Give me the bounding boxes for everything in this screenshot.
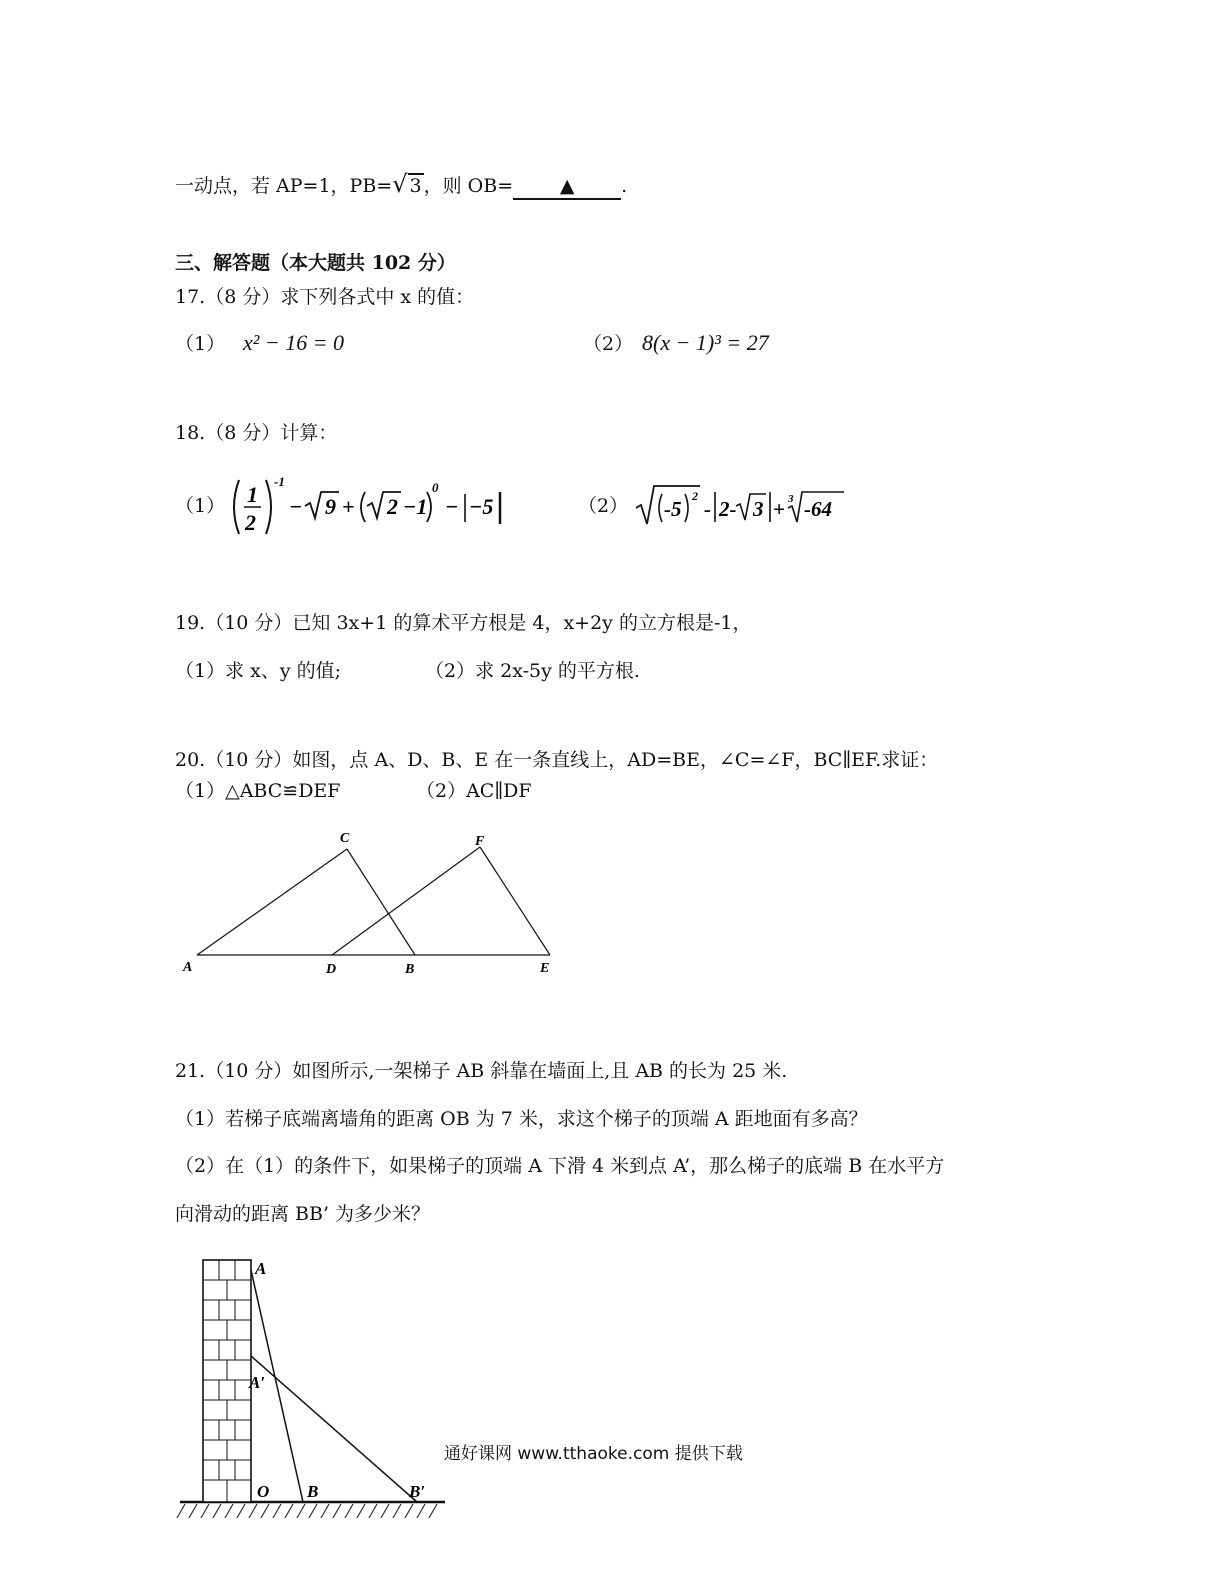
radicand: 3 — [409, 175, 422, 197]
q18-p2-formula — [632, 478, 852, 538]
answer-blank — [513, 175, 621, 200]
label-F: F — [475, 834, 485, 849]
q20-p1: （1）△ABC≌DEF — [175, 780, 341, 802]
svg-text:0: 0 — [432, 480, 439, 495]
q20-p2: （2）AC∥DF — [416, 780, 532, 802]
section-title: 三、解答题（本大题共 102 分） — [175, 252, 456, 274]
svg-text:−: − — [445, 494, 459, 519]
label-E: E — [540, 961, 550, 976]
svg-text:+: + — [773, 497, 785, 521]
q17-p1-label: （1） — [175, 333, 226, 355]
q20-stem: 20.（10 分）如图，点 A、D、B、E 在一条直线上，AD=BE，∠C=∠F，BC∥EF.求证： — [175, 749, 939, 771]
svg-text:+: + — [342, 494, 355, 519]
label-A: A — [183, 960, 193, 975]
label-D: D — [326, 962, 337, 977]
label-A: A — [255, 1259, 267, 1278]
q17-p1-expr: x² − 16 = 0 — [243, 330, 345, 355]
svg-text:9: 9 — [325, 494, 336, 519]
triangle-mark: ▲ — [559, 175, 575, 197]
svg-text:-: - — [704, 497, 711, 521]
q21-p1: （1）若梯子底端离墙角的距离 OB 为 7 米，求这个梯子的顶端 A 距地面有多高？ — [175, 1108, 868, 1130]
q16-tail: 一动点，若 AP=1，PB=√ 3 ，则 OB= ▲ . — [175, 170, 628, 198]
q21-stem: 21.（10 分）如图所示,一架梯子 AB 斜靠在墙面上,且 AB 的长为 25 米. — [175, 1060, 788, 1082]
svg-text:−1: −1 — [403, 494, 428, 519]
label-B: B — [307, 1482, 319, 1501]
svg-text:2: 2 — [692, 489, 698, 503]
svg-text:3: 3 — [753, 497, 764, 521]
q21-p2a: （2）在（1）的条件下，如果梯子的顶端 A 下滑 4 米到点 A’，那么梯子的底端 B 在水平方 — [175, 1155, 945, 1177]
watermark: 通好课网 www.tthaoke.com 提供下载 — [444, 1444, 743, 1464]
svg-text:-5: -5 — [664, 497, 682, 521]
triangles-figure — [175, 825, 575, 985]
label-C: C — [340, 831, 350, 846]
q18-p1-label: （1） — [175, 495, 226, 517]
label-B-prime: B′ — [409, 1482, 426, 1501]
svg-text:-64: -64 — [804, 497, 832, 521]
q18-p2-label: （2） — [578, 495, 629, 517]
svg-text:2-: 2- — [719, 497, 737, 521]
svg-text:2: 2 — [245, 510, 256, 535]
q19-p2: （2）求 2x-5y 的平方根. — [425, 660, 640, 682]
svg-text:1: 1 — [247, 482, 258, 507]
q17-p2-label: （2） — [583, 333, 634, 355]
svg-text:-1: -1 — [274, 474, 285, 489]
q19-stem: 19.（10 分）已知 3x+1 的算术平方根是 4，x+2y 的立方根是-1， — [175, 612, 752, 634]
q17-stem: 17.（8 分）求下列各式中 x 的值： — [175, 286, 475, 308]
svg-text:2: 2 — [387, 494, 398, 519]
label-O: O — [257, 1482, 270, 1501]
ladder-figure — [175, 1252, 455, 1532]
q21-p2b: 向滑动的距离 BB’ 为多少米？ — [175, 1203, 431, 1225]
q18-p1-formula — [225, 470, 515, 545]
svg-text:−5: −5 — [469, 494, 494, 519]
q19-p1: （1）求 x、y 的值; — [175, 660, 342, 682]
svg-text:3: 3 — [788, 493, 794, 505]
q18-stem: 18.（8 分）计算： — [175, 422, 338, 444]
label-A-prime: A′ — [249, 1373, 266, 1392]
label-B: B — [405, 962, 415, 977]
q17-p2-expr: 8(x − 1)³ = 27 — [642, 330, 769, 355]
sqrt-radical: √ — [392, 170, 408, 198]
svg-text:−: − — [289, 494, 303, 519]
